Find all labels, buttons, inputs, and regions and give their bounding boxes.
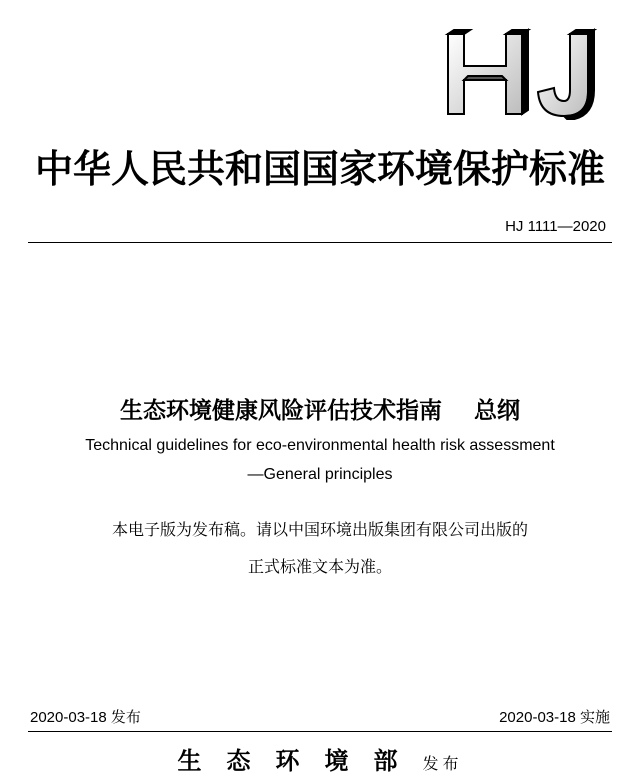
issuer-name: 生态环境部 <box>177 747 423 775</box>
notice-line1: 本电子版为发布稿。请以中国环境出版集团有限公司出版的 <box>111 520 528 539</box>
document-title-en-line2: —General principles <box>247 466 393 483</box>
bottom-divider <box>28 731 612 732</box>
standard-code: HJ 1111—2020 <box>505 218 606 235</box>
top-divider <box>28 242 612 243</box>
issuer-suffix: 发布 <box>422 754 463 773</box>
document-title-en-line1: Technical guidelines for eco-environmental health risk assessment <box>85 437 555 454</box>
issue-date: 2020-03-18 发布 <box>30 709 141 726</box>
logo-letters: HJ <box>440 28 442 29</box>
standard-title: 中华人民共和国国家环境保护标准 <box>34 147 605 191</box>
issuer-line <box>0 741 640 776</box>
notice-line2: 正式标准文本为准。 <box>247 557 392 576</box>
document-title-cn: 生态环境健康风险评估技术指南 总纲 <box>119 398 521 424</box>
effective-date: 2020-03-18 实施 <box>499 709 610 726</box>
hj-logo <box>440 28 610 120</box>
